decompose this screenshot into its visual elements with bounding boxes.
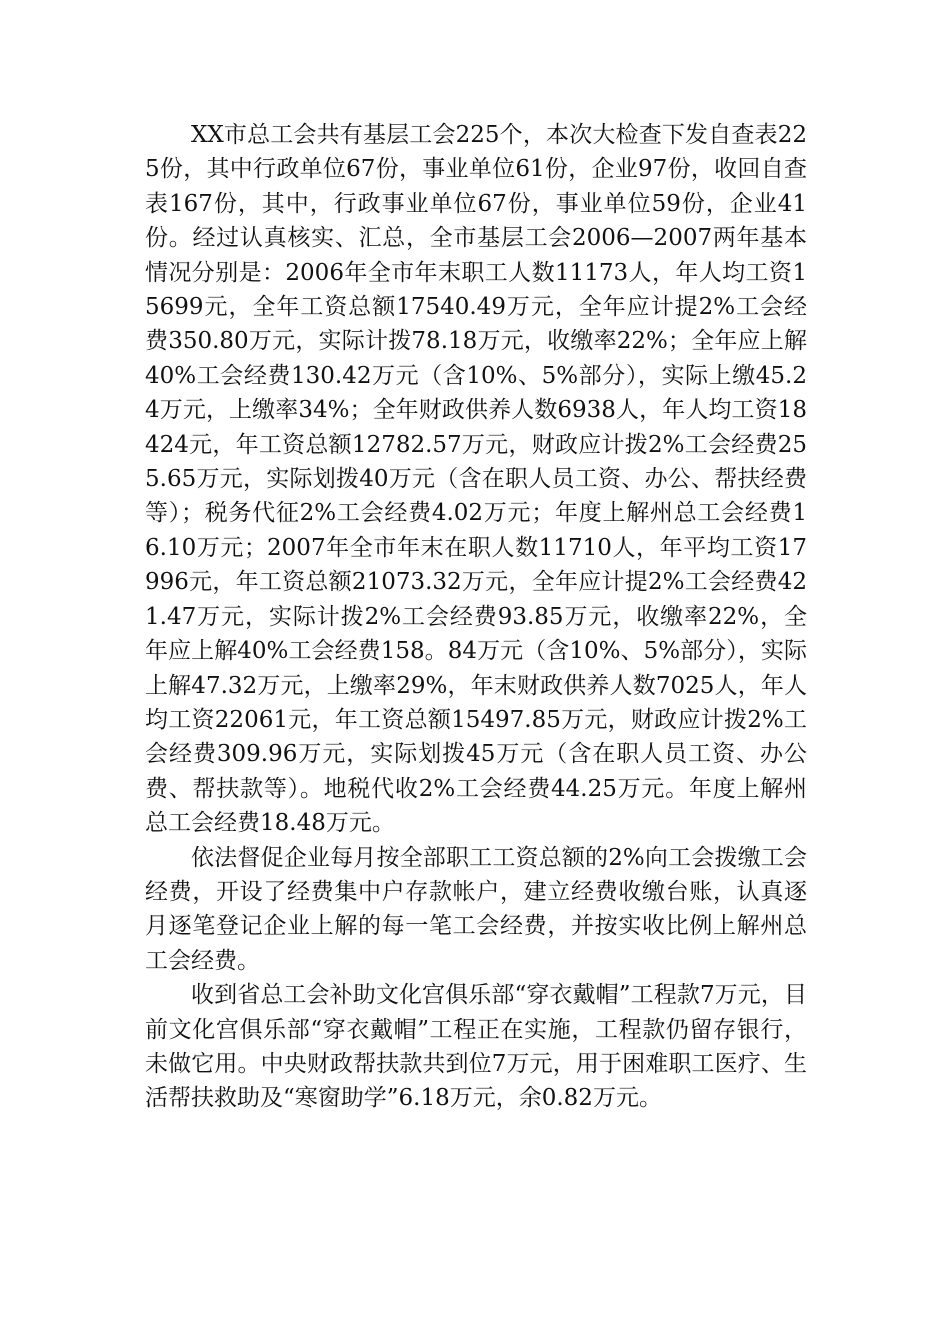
document-body [145,118,807,1116]
paragraph-union-statistics: XX市总工会共有基层工会225个，本次大检查下发自查表225份，其中行政单位67份，事业单位61份，企业97份，收回自查表167份，其中，行政事业单位67份，事业单位59份，企业41份。经过认真核实、汇总，全市基层工会2006—2007两年基本情况分别是：2006年全市年末职工人数11173人，年人均工资15699元，全年工资总额17540.49万元，全年应计提2%工会经费350.80万元，实际计拨78.18万元，收缴率22%；全年应上解40%工会经费130.42万元（含10%、5%部分），实际上缴45.24万元，上缴率34%；全年财政供养人数6938人，年人均工资18424元，年工资总额12782.57万元，财政应计拨2%工会经费255.65万元，实际划拨40万元（含在职人员工资、办公、帮扶经费等）；税务代征2%工会经费4.02万元；年度上解州总工会经费16.10万元；2007年全市年末在职人数11710人，年平均工资17996元，年工资总额21073.32万元，全年应计提2%工会经费421.47万元，实际计拨2%工会经费93.85万元，收缴率22%，全年应上解40%工会经费158。84万元（含10%、5%部分），实际上解47.32万元，上缴率29%，年末财政供养人数7025人，年人均工资22061元，年工资总额15497.85万元，财政应计拨2%工会经费309.96万元，实际划拨45万元（含在职人员工资、办公费、帮扶款等）。地税代收2%工会经费44.25万元。年度上解州总工会经费18.48万元。 [145,122,807,837]
paragraph-subsidy-funds: 收到省总工会补助文化宫俱乐部“穿衣戴帽”工程款7万元，目前文化宫俱乐部“穿衣戴帽”工程正在实施，工程款仍留存银行，未做它用。中央财政帮扶款共到位7万元，用于困难职工医疗、生活帮扶救助及“寒窗助学”6.18万元，余0.82万元。 [145,982,807,1112]
paragraph-fee-collection: 依法督促企业每月按全部职工工资总额的2%向工会拨缴工会经费，开设了经费集中户存款帐户，建立经费收缴台账，认真逐月逐笔登记企业上解的每一笔工会经费，并按实收比例上解州总工会经费。 [145,844,807,974]
